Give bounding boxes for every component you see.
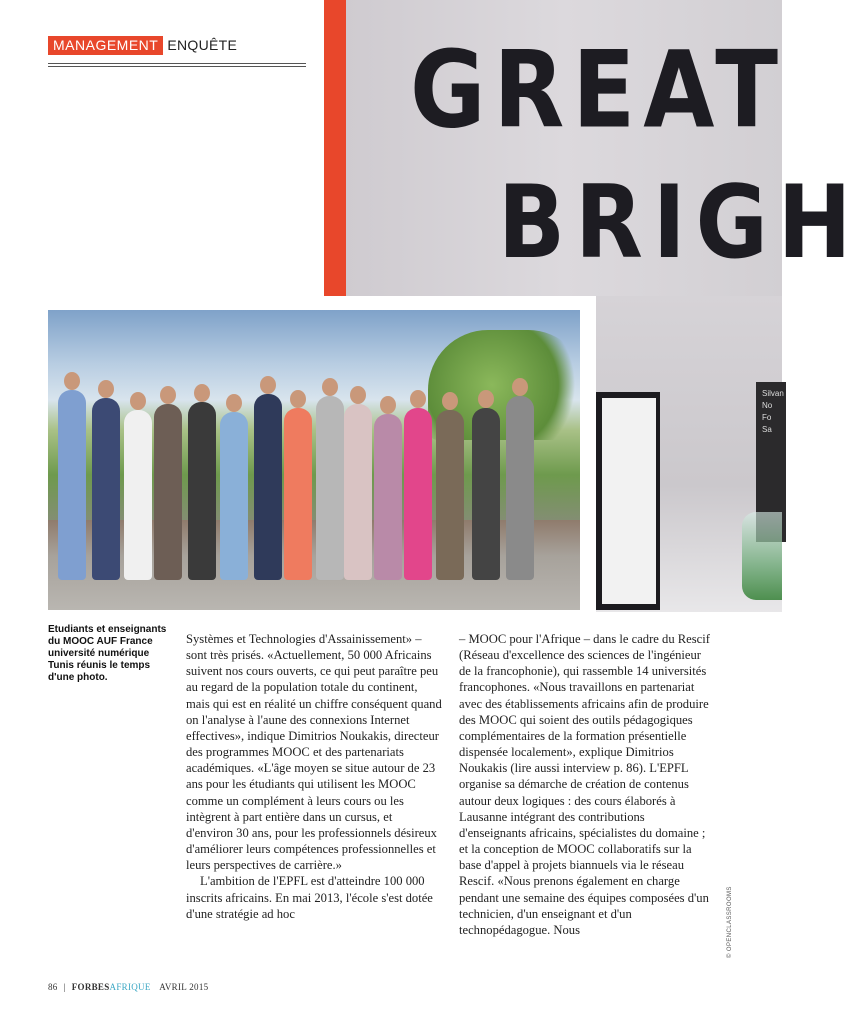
magazine-brand-accent: AFRIQUE [109, 982, 151, 992]
person [188, 402, 216, 580]
person [124, 410, 152, 580]
paragraph: L'ambition de l'EPFL est d'atteindre 100 000 inscrits africains. En mai 2013, l'école s'est dotée d'une stratégie ad hoc [186, 874, 433, 921]
header-rule [48, 63, 306, 67]
person [254, 394, 282, 580]
section-tag: MANAGEMENT [48, 36, 163, 55]
person [344, 404, 372, 580]
person [374, 414, 402, 580]
text-column-2 [459, 631, 715, 938]
group-photo [48, 296, 596, 612]
person [436, 410, 464, 580]
person [316, 396, 344, 580]
page-footer [48, 982, 208, 992]
chalkboard-text: Silvan No Fo Sa [762, 389, 784, 434]
text-column-1 [186, 631, 442, 922]
subsection-label: ENQUÊTE [167, 37, 238, 53]
person [220, 412, 248, 580]
orange-wall-stripe [324, 0, 346, 296]
person [506, 396, 534, 580]
paragraph: Systèmes et Technologies d'Assainissement» – sont très prisés. «Actuellement, 50 000 Africains suivent nos cours ouverts, ce qui peut paraître peu au regard de la population totale du continent, mais qui est en réalité un chiffre conséquent quand on l'analyse à l'aune des connexions Internet effectives», indique Dimitrios Noukakis, directeur des programmes MOOC et des partenariats académiques. «L'âge moyen se situe autour de 23 ans pour les étudiants qui utilisent les MOOC comme un complément à leurs cours ou les intègrent à part entière dans un cursus, et d'environ 30 ans, pour les professionnels désireux d'améliorer leurs compétences professionnelles et leurs perspectives de carrière.» [186, 632, 442, 873]
person [92, 398, 120, 580]
footer-separator: | [63, 982, 66, 992]
wall-lettering-brigh: BRIGH [498, 162, 861, 282]
page-number: 86 [48, 982, 58, 992]
person [404, 408, 432, 580]
person [284, 408, 312, 580]
plant-vase [742, 512, 782, 600]
picture-frame [596, 392, 660, 610]
wall-lettering-great: GREAT [410, 28, 787, 152]
group-photo-image [48, 310, 580, 610]
person [154, 404, 182, 580]
issue-date: AVRIL 2015 [159, 982, 209, 992]
lower-wall [596, 296, 782, 612]
paragraph: – MOOC pour l'Afrique – dans le cadre du Rescif (Réseau d'excellence des sciences de l'ingénieur de la francophonie), qui rassemble 14 universités francophones. «Nous travaillons en partenariat avec des établissements africains afin de produire des MOOC qui soient des outils pédagogiques complémentaires de la formation présentielle dispensée localement», explique Dimitrios Noukakis (lire aussi interview p. 86). L'EPFL organise sa démarche de création de contenus autour deux logiques : des cours élaborés à Lausanne intégrant des contributions d'enseignants africains, spécialistes du domaine ; et la conception de MOOC collaboratifs sur la base d'appel à projets biannuels via le réseau Rescif. «Nous prenons également en charge pendant une semaine des équipes composées d'un technicien, d'un enseignant et d'un technopédagogue. Nous [459, 632, 710, 937]
section-header [48, 36, 306, 67]
magazine-brand: FORBES [71, 982, 110, 992]
photo-credit: © OPENCLASSROOMS [727, 886, 733, 958]
person [472, 408, 500, 580]
person [58, 390, 86, 580]
photo-caption: Etudiants et enseignants du MOOC AUF France université numérique Tunis réunis le temps d'une photo. [48, 624, 167, 683]
